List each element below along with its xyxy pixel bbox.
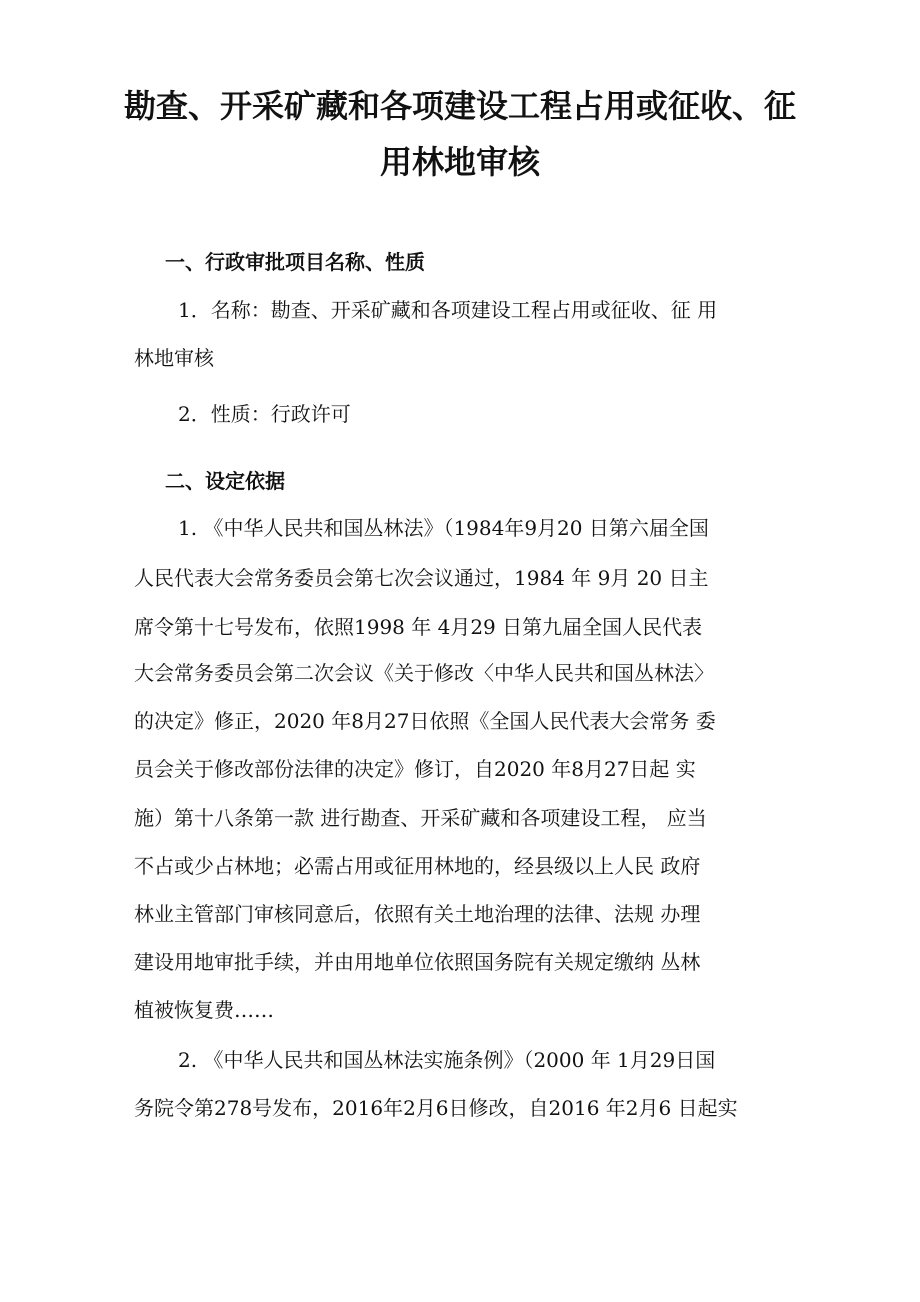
section2-item1-line-9: 林业主管部门审核同意后，依照有关土地治理的法律、法规 办理 (134, 902, 701, 926)
document-title-line-2: 用林地审核 (379, 143, 540, 181)
section2-item2-line-2: 务院令第278号发布，2016年2月6日修改，自2016 年2月6 日起实 (134, 1096, 738, 1120)
section2-item1-line-11: 植被恢复费…… (134, 998, 274, 1022)
section2-item1-line-3: 席令第十七号发布，依照1998 年 4月29 日第九届全国人民代表 (134, 615, 703, 639)
section1-item1-line-2: 林地审核 (134, 346, 214, 370)
section-heading-2: 二、设定依据 (165, 469, 285, 493)
section2-item1-line-8: 不占或少占林地；必需占用或征用林地的，经县级以上人民 政府 (134, 854, 701, 878)
section2-item1-line-10: 建设用地审批手续，并由用地单位依照国务院有关规定缴纳 丛林 (134, 950, 701, 974)
section2-item1-line-4: 大会常务委员会第二次会议《关于修改〈中华人民共和国丛林法〉 (134, 661, 714, 685)
section2-item1-line-6: 员会关于修改部份法律的决定》修订，自2020 年8月27日起 实 (134, 757, 696, 781)
document-title-line-1: 勘查、开采矿藏和各项建设工程占用或征收、征 (123, 87, 796, 125)
section-heading-1: 一、行政审批项目名称、性质 (165, 250, 425, 274)
section2-item1-line-5: 的决定》修正，2020 年8月27日依照《全国人民代表大会常务 委 (134, 709, 716, 733)
section2-item1-line-7: 施）第十八条第一款 进行勘查、开采矿藏和各项建设工程， 应当 (134, 806, 707, 830)
section2-item2-line-1: 2. 《中华人民共和国丛林法实施条例》（2000 年 1月29日国 (178, 1048, 716, 1072)
section2-item1-line-2: 人民代表大会常务委员会第七次会议通过，1984 年 9月 20 日主 (134, 566, 709, 590)
section1-item1-line-1: 1．名称：勘查、开采矿藏和各项建设工程占用或征收、征 用 (178, 298, 718, 322)
section1-item2: 2．性质：行政许可 (178, 402, 351, 426)
section2-item1-line-1: 1. 《中华人民共和国丛林法》（1984年9月20 日第六届全国 (178, 516, 709, 540)
